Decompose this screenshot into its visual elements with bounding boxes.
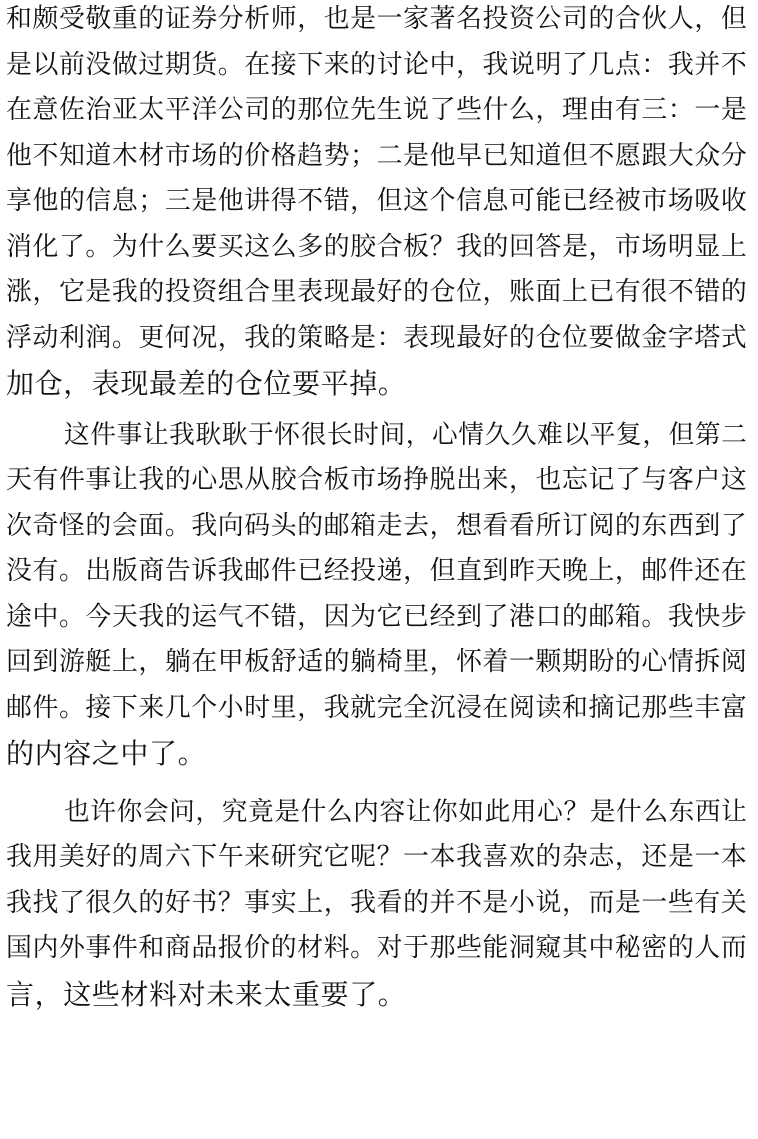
text-line: 他不知道木材市场的价格趋势；二是他早已知道但不愿跟大众分: [6, 140, 748, 171]
paragraph-3: [6, 790, 750, 1018]
text-line: 浮动利润。更何况，我的策略是：表现最好的仓位要做金字塔式: [6, 322, 748, 353]
text-line: 也许你会问，究竟是什么内容让你如此用心？是什么东西让: [64, 796, 748, 827]
text-line: 的内容之中了。: [6, 737, 207, 770]
text-line: 加仓，表现最差的仓位要平掉。: [6, 367, 407, 400]
text-line: 是以前没做过期货。在接下来的讨论中，我说明了几点：我并不: [6, 49, 748, 80]
text-line: 在意佐治亚太平洋公司的那位先生说了些什么，理由有三：一是: [6, 95, 748, 125]
text-line: 途中。今天我的运气不错，因为它已经到了港口的邮箱。我快步: [6, 601, 748, 632]
text-line: 我用美好的周六下午来研究它呢？一本我喜欢的杂志，还是一本: [6, 842, 748, 872]
text-line: 和颇受敬重的证券分析师，也是一家著名投资公司的合伙人，但: [6, 4, 748, 34]
paragraph-1: [6, 0, 750, 407]
text-line: 次奇怪的会面。我向码头的邮箱走去，想看看所订阅的东西到了: [6, 510, 748, 541]
paragraph-2: [6, 413, 750, 777]
text-line: 邮件。接下来几个小时里，我就完全沉浸在阅读和摘记那些丰富: [6, 692, 748, 723]
text-line: 天有件事让我的心思从胶合板市场挣脱出来，也忘记了与客户这: [6, 465, 748, 495]
text-line: 没有。出版商告诉我邮件已经投递，但直到昨天晚上，邮件还在: [6, 556, 748, 586]
text-line: 言，这些材料对未来太重要了。: [6, 977, 407, 1011]
text-line: 消化了。为什么要买这么多的胶合板？我的回答是，市场明显上: [6, 231, 748, 262]
text-line: 享他的信息；三是他讲得不错，但这个信息可能已经被市场吸收: [6, 186, 748, 216]
text-line: 国内外事件和商品报价的材料。对于那些能洞窥其中秘密的人而: [6, 933, 748, 963]
text-line: 我找了很久的好书？事实上，我看的并不是小说，而是一些有关: [6, 887, 748, 918]
text-line: 涨，它是我的投资组合里表现最好的仓位，账面上已有很不错的: [6, 277, 748, 307]
text-line: 回到游艇上，躺在甲板舒适的躺椅里，怀着一颗期盼的心情拆阅: [6, 647, 748, 677]
text-line: 这件事让我耿耿于怀很长时间，心情久久难以平复，但第二: [64, 419, 748, 450]
